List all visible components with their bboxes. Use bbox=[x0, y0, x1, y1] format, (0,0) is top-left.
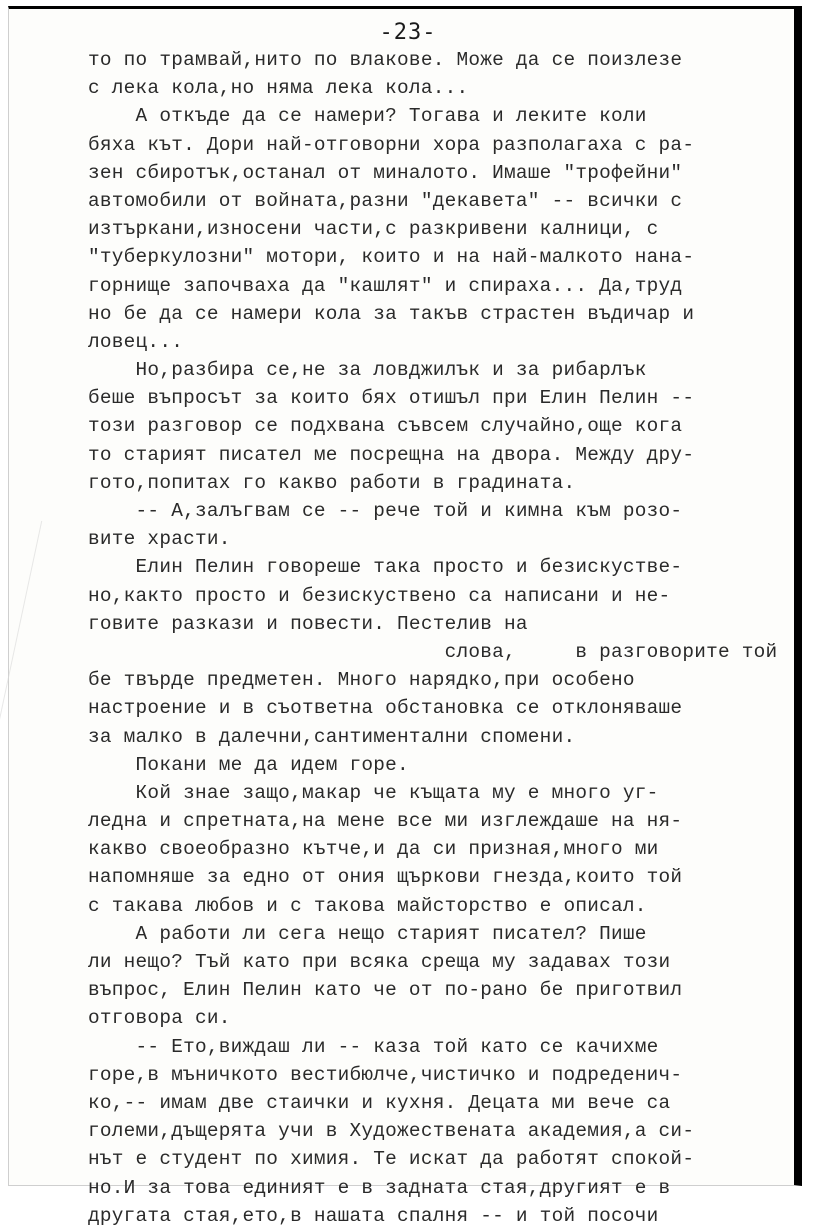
text-line: отговора си. bbox=[88, 1007, 231, 1030]
text-line: но.И за това единият е в задната стая,другият е в bbox=[88, 1176, 671, 1199]
text-line: какво своеобразно кътче,и да си призная,много ми bbox=[88, 838, 659, 861]
text-line: говите разкази и повести. Пестелив на bbox=[88, 612, 528, 635]
text-line: гото,попитах го какво работи в градината. bbox=[88, 471, 576, 494]
text-line: А работи ли сега нещо старият писател? Пише bbox=[88, 922, 647, 945]
text-line: А откъде да се намери? Тогава и леките коли bbox=[88, 105, 647, 128]
text-line: другата стая,ето,в нашата спалня -- и той посочи bbox=[88, 1204, 659, 1227]
text-line: нът е студент по химия. Те искат да работят спокой- bbox=[88, 1148, 695, 1171]
text-line: беше въпросът за които бях отишъл при Елин Пелин -- bbox=[88, 387, 695, 410]
text-line: напомняше за едно от ония щъркови гнезда,които той bbox=[88, 866, 683, 889]
page-number: -23- bbox=[379, 20, 437, 45]
text-line: горе,в мъничкото вестибюлче,чистичко и подреденич- bbox=[88, 1063, 683, 1086]
text-line: -- А,залъгвам се -- рече той и кимна към розо- bbox=[88, 500, 683, 522]
text-line: ли нещо? Тъй като при всяка среща му задавах този bbox=[88, 951, 671, 973]
text-line: Елин Пелин говореше така просто и безискустве- bbox=[88, 556, 683, 579]
text-line: Покани ме да идем горе. bbox=[88, 753, 409, 776]
text-line: слова, в разговорите той bbox=[88, 640, 778, 663]
text-line: автомобили от войната,разни "декавета" -- всички с bbox=[88, 189, 683, 212]
text-line: този разговор се подхвана съвсем случайно,още кога bbox=[88, 415, 683, 438]
text-line: то по трамвай,нито по влакове. Може да се поизлезе bbox=[88, 49, 683, 71]
text-line: ловец... bbox=[88, 330, 184, 353]
text-line: с такава любов и с такова майсторство е описал. bbox=[88, 894, 647, 917]
text-line: настроение и в съответна обстановка се отклоняваше bbox=[88, 697, 683, 720]
text-line: въпрос, Елин Пелин като че от по-рано бе приготвил bbox=[88, 979, 683, 1002]
text-line: бе твърде предметен. Много нарядко,при особено bbox=[88, 669, 635, 692]
text-line: бяха кът. Дори най-отговорни хора разполагаха с ра- bbox=[88, 133, 695, 156]
text-line: но,както просто и безискуствено са написани и не- bbox=[88, 584, 671, 607]
text-line: големи,дъщерята учи в Художествената академия,а си- bbox=[88, 1120, 695, 1143]
text-line: -- Ето,виждаш ли -- каза той като се качихме bbox=[88, 1035, 659, 1058]
text-line: "туберкулозни" мотори, които и на най-малкото нана- bbox=[88, 246, 695, 269]
typewritten-text bbox=[88, 46, 808, 1230]
text-line: изтъркани,износени части,с разкривени калници, с bbox=[88, 218, 659, 241]
text-line: за малко в далечни,сантиментални спомени. bbox=[88, 725, 576, 748]
text-line: с лека кола,но няма лека кола... bbox=[88, 77, 469, 100]
text-line: то старият писател ме посрещна на двора. Между дру- bbox=[88, 443, 695, 466]
text-line: но бе да се намери кола за такъв страстен въдичар и bbox=[88, 302, 695, 325]
text-line: зен сбиротък,останал от миналото. Имаше "трофейни" bbox=[88, 161, 683, 184]
text-line: вите храсти. bbox=[88, 528, 231, 551]
text-line: Но,разбира се,не за ловджилък и за рибарлък bbox=[88, 359, 647, 382]
text-line: ледна и спретната,на мене все ми изглеждаше на ня- bbox=[88, 810, 683, 833]
text-line: ко,-- имам две стаички и кухня. Децата ми вече са bbox=[88, 1091, 671, 1114]
text-line: Кой знае защо,макар че къщата му е много уг- bbox=[88, 781, 659, 804]
text-line: горнище започваха да "кашлят" и спираха... Да,труд bbox=[88, 274, 683, 297]
